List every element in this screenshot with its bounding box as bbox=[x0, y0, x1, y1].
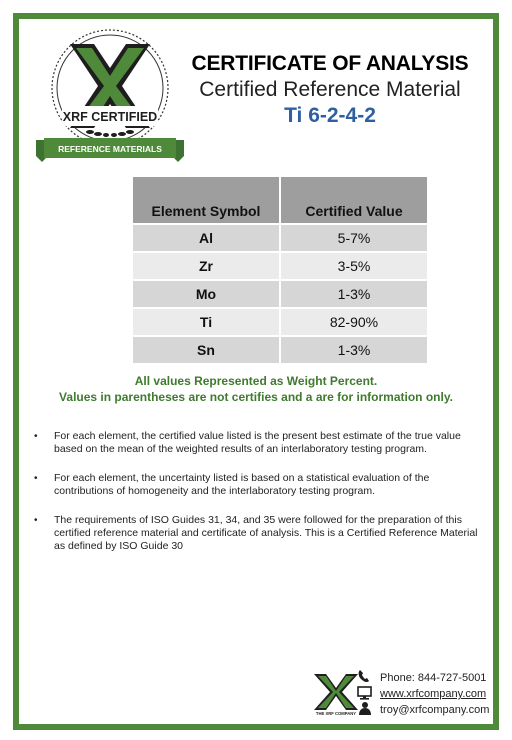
footer-company-text: THE XRF COMPANY bbox=[315, 711, 357, 716]
column-header-value: Certified Value bbox=[280, 177, 427, 224]
certificate-subtitle: Certified Reference Material bbox=[199, 78, 461, 101]
certified-value: 5-7% bbox=[280, 224, 427, 252]
note-line-2: Values in parentheses are not certifies and a are for information only. bbox=[59, 390, 453, 404]
statement-text: For each element, the certified value listed is the present best estimate of the true value based on the mean of the weighted results of an interlaboratory testing program. bbox=[54, 430, 461, 455]
element-symbol: Sn bbox=[133, 336, 280, 363]
bullet-icon: • bbox=[34, 515, 38, 526]
table-row bbox=[133, 308, 427, 336]
email-address[interactable]: troy@xrfcompany.com bbox=[380, 704, 490, 716]
certification-statements bbox=[34, 430, 480, 569]
table-row bbox=[133, 252, 427, 280]
table-row bbox=[133, 336, 427, 363]
certified-value: 1-3% bbox=[280, 336, 427, 363]
phone-icon bbox=[359, 670, 369, 682]
list-item bbox=[34, 514, 480, 553]
website-link[interactable]: www.xrfcompany.com bbox=[380, 688, 487, 700]
xrf-certified-logo bbox=[36, 26, 184, 166]
table-row bbox=[133, 280, 427, 308]
phone-number: Phone: 844-727-5001 bbox=[380, 672, 487, 684]
certified-value: 3-5% bbox=[280, 252, 427, 280]
monitor-icon bbox=[358, 687, 371, 700]
certified-value: 1-3% bbox=[280, 280, 427, 308]
person-icon bbox=[359, 702, 371, 715]
column-header-symbol: Element Symbol bbox=[133, 177, 280, 224]
table-row bbox=[133, 224, 427, 252]
material-grade: Ti 6-2-4-2 bbox=[284, 104, 376, 127]
element-symbol: Ti bbox=[133, 308, 280, 336]
bullet-icon: • bbox=[34, 473, 38, 484]
table-header-row bbox=[133, 177, 427, 224]
list-item bbox=[34, 472, 480, 498]
title-block bbox=[188, 52, 472, 128]
element-symbol: Mo bbox=[133, 280, 280, 308]
note-line-1: All values Represented as Weight Percent. bbox=[134, 374, 378, 388]
bullet-icon: • bbox=[34, 431, 38, 442]
statement-text: The requirements of ISO Guides 31, 34, and 35 were followed for the preparation of this certified reference material and certificate of analysis. This is a Certified Reference Material as defined by ISO Guide 30 bbox=[54, 514, 478, 552]
ribbon-text: REFERENCE MATERIALS bbox=[58, 144, 162, 154]
certificate-title: CERTIFICATE OF ANALYSIS bbox=[191, 52, 469, 75]
certified-values-table bbox=[133, 177, 427, 363]
weight-percent-note bbox=[40, 373, 472, 405]
list-item bbox=[34, 430, 480, 456]
element-symbol: Zr bbox=[133, 252, 280, 280]
certified-value: 82-90% bbox=[280, 308, 427, 336]
contact-icons bbox=[356, 668, 374, 716]
xrf-company-logo bbox=[312, 672, 360, 716]
contact-info bbox=[380, 670, 489, 718]
badge-text: XRF CERTIFIED bbox=[62, 110, 158, 124]
element-symbol: Al bbox=[133, 224, 280, 252]
statement-text: For each element, the uncertainty listed is based on a statistical evaluation of the contributions of homogeneity and the interlaboratory testing program. bbox=[54, 472, 430, 497]
